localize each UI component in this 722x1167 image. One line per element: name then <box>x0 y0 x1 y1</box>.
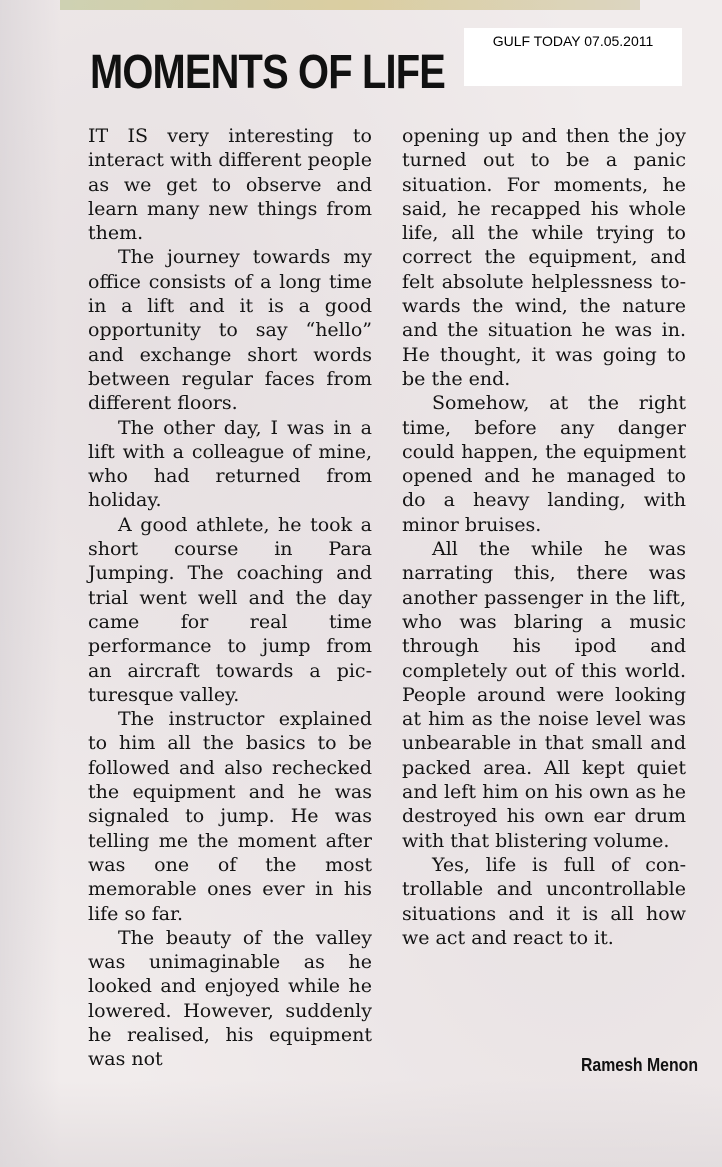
right-column <box>402 124 686 950</box>
paragraph: All the while he was narrating this, there was another passenger in the lift, who was blaring a music through his ipod and completely out of this world. People around were looking at him as the noise level was unbearable in that small and packed area. All kept quiet and left him on his own as he destroyed his own ear drum with that blistering volume. <box>402 538 686 852</box>
author-byline: Ramesh Menon <box>580 1055 698 1075</box>
show-through-shadow-bottom <box>0 1080 722 1167</box>
paragraph: Yes, life is full of controllable and uncontrollable situations and it is all how we act and react to it. <box>402 853 686 949</box>
paragraph: The journey towards my office consists of a long time in a lift and it is a good opportunity to say “hello” and exchange short words between regular faces from different floors. <box>88 246 372 415</box>
paragraph: Somehow, at the right time, before any danger could happen, the equipment opened and he managed to do a heavy landing, with minor bruises. <box>402 392 686 536</box>
article-title: MOMENTS OF LIFE <box>90 46 445 99</box>
show-through-shadow <box>0 0 60 1167</box>
paragraph: The instructor explained to him all the basics to be followed and also rechecked the equipment and he was signaled to jump. He was telling me the moment after was one of the most memorable ones ever in his life so far. <box>88 708 372 925</box>
date-stamp-text: GULF TODAY 07.05.2011 <box>492 33 654 49</box>
paragraph: The beauty of the valley was unimaginable as he looked and enjoyed while he lowered. However, suddenly he realised, his equipment was not <box>88 926 372 1071</box>
paragraph: The other day, I was in a lift with a colleague of mine, who had returned from holiday. <box>88 416 372 512</box>
left-column <box>88 124 372 1072</box>
paragraph: A good athlete, he took a short course in Para Jumping. The coaching and trial went well and the day came for real time performance to jump from an aircraft towards a picturesque valley. <box>88 513 372 706</box>
top-image-strip <box>60 0 640 10</box>
date-stamp <box>464 28 682 86</box>
paragraph: opening up and then the joy turned out to be a panic situation. For moments, he said, he recapped his whole life, all the while trying to correct the equipment, and felt absolute helplessness towards the wind, the nature and the situation he was in. He thought, it was going to be the end. <box>402 125 686 390</box>
paragraph: IT IS very interesting to interact with different people as we get to observe and learn many new things from them. <box>88 125 372 245</box>
